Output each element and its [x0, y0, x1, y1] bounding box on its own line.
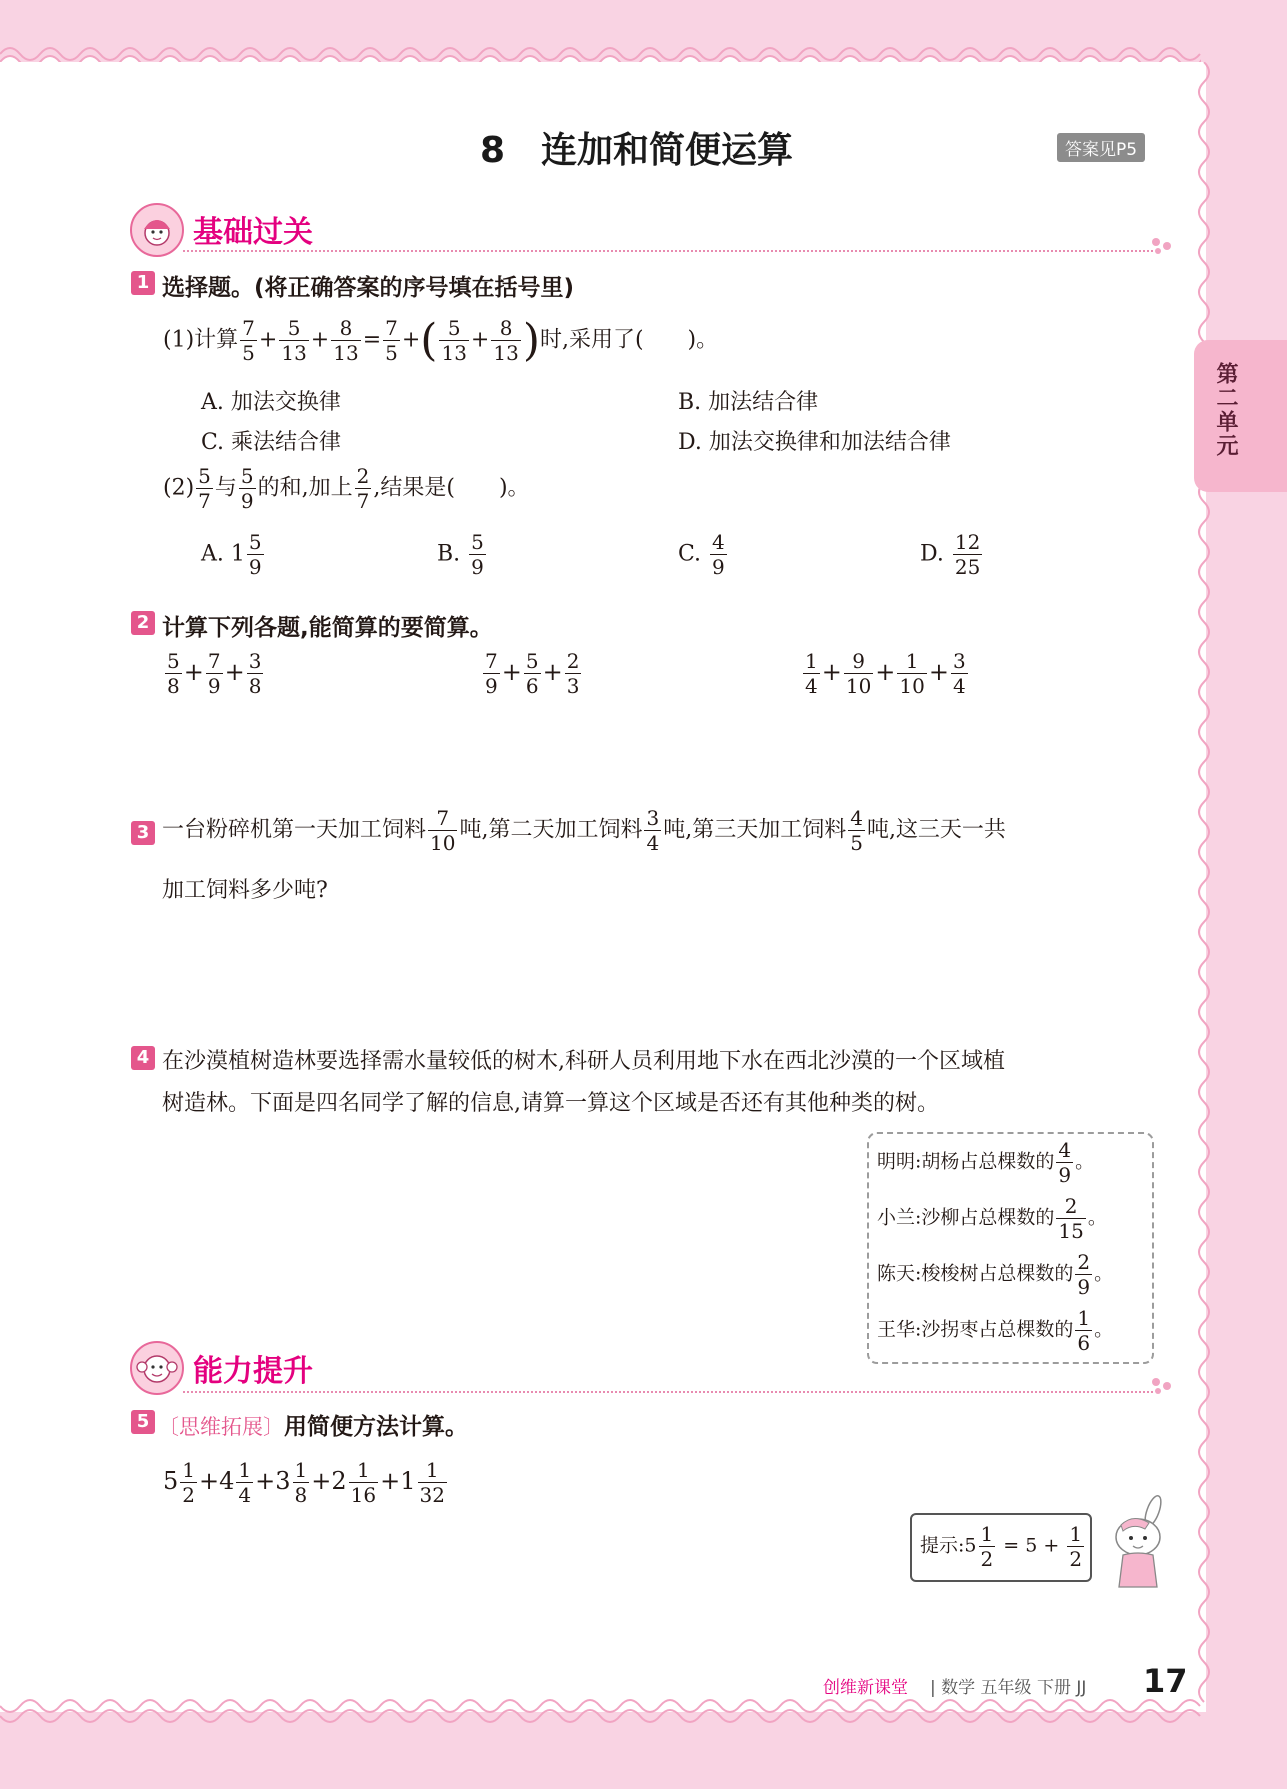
q1-sub1-option-a[interactable]: A. 加法交换律	[201, 390, 341, 415]
section-advanced-heading: 能力提升	[193, 1354, 313, 1389]
page-number: 17	[1143, 1662, 1188, 1700]
fraction: $\frac{7}{5}$	[242, 316, 255, 365]
q1-sub2-option-a[interactable]: A. 1 $\frac{5}{9}$	[201, 530, 262, 579]
info-line-chentian: 陈天:梭梭树占总棵数的 $\frac{2}{9}$ 。	[877, 1250, 1114, 1299]
q1-sub2-option-b[interactable]: B. $\frac{5}{9}$	[437, 530, 484, 579]
dots-ornament-icon	[1150, 1376, 1176, 1396]
info-line-xiaolan: 小兰:沙柳占总棵数的 $\frac{2}{15}$ 。	[877, 1194, 1107, 1243]
question-5-number: 5	[131, 1410, 155, 1434]
q3-line-1: 一台粉碎机第一天加工饲料 $\frac{7}{10}$ 吨,第二天加工饲料 $\frac{3}{4}$ 吨,第三天加工饲料 $\frac{4}{5}$ 吨,这三天一共	[162, 806, 1006, 855]
question-3-number: 3	[131, 821, 155, 845]
q1-sub1-line: (1)计算 $\frac{7}{5}$ + $\frac{5}{13}$ + $\frac{8}{13}$ = $\frac{7}{5}$ +( $\frac{5}{13}$ + $\frac{8}{13}$ )时,采用了( )。	[163, 315, 719, 366]
section-advanced-divider	[183, 1391, 1153, 1393]
q3-line-2: 加工饲料多少吨?	[162, 878, 328, 903]
question-5-heading: 用简便方法计算。	[284, 1414, 468, 1440]
question-1-heading: 选择题。(将正确答案的序号填在括号里)	[162, 275, 575, 301]
rabbit-mascot-icon	[1093, 1495, 1183, 1595]
q4-line-2: 树造林。下面是四名同学了解的信息,请算一算这个区域是否还有其他种类的树。	[162, 1091, 939, 1116]
right-wave-border	[1190, 62, 1220, 1712]
footer-brand: 创维新课堂	[823, 1678, 908, 1698]
info-line-wanghua: 王华:沙拐枣占总棵数的 $\frac{1}{6}$ 。	[877, 1306, 1114, 1355]
dots-ornament-icon	[1150, 236, 1176, 256]
q2-expression-2: $\frac{7}{9}$ + $\frac{5}{6}$ + $\frac{2}{3}$	[485, 649, 580, 698]
question-4-number: 4	[131, 1046, 155, 1070]
fraction: $\frac{5}{7}$	[198, 464, 211, 513]
thinking-tag: 〔思维拓展〕	[158, 1415, 284, 1439]
fraction: $\frac{2}{7}$	[356, 464, 370, 513]
q2-expression-3: $\frac{1}{4}$ + $\frac{9}{10}$ + $\frac{1}{10}$ + $\frac{3}{4}$	[805, 649, 966, 698]
hint-text: 提示:5 $\frac{1}{2}$ = 5 + $\frac{1}{2}$	[920, 1522, 1083, 1571]
q1-sub1-option-d[interactable]: D. 加法交换律和加法结合律	[678, 430, 951, 455]
unit-tab-label: 第二单元	[1213, 362, 1238, 458]
unit-tab	[1194, 340, 1287, 492]
monkey-avatar-icon	[130, 1341, 184, 1395]
q1-sub1-prefix: (1)计算	[163, 327, 239, 353]
q1-sub1-suffix: 时,采用了( )。	[539, 327, 719, 353]
fraction: $\frac{5}{9}$	[240, 464, 254, 513]
fraction: $\frac{5}{13}$	[441, 316, 467, 365]
q2-expression-1: $\frac{5}{8}$ + $\frac{7}{9}$ + $\frac{3}{8}$	[167, 649, 262, 698]
fraction: $\frac{8}{13}$	[333, 316, 359, 365]
section-basic-heading: 基础过关	[193, 215, 313, 250]
q5-expression: 5 $\frac{1}{2}$ +4 $\frac{1}{4}$ +3 $\frac{1}{8}$ +2 $\frac{1}{16}$ +1 $\frac{1}{32}$	[163, 1458, 445, 1507]
question-2-heading: 计算下列各题,能简算的要简算。	[162, 615, 493, 641]
q1-sub1-option-b[interactable]: B. 加法结合律	[678, 390, 819, 415]
fraction: $\frac{5}{13}$	[281, 316, 307, 365]
question-1-number: 1	[131, 271, 155, 295]
q1-sub2-option-d[interactable]: D. $\frac{12}{25}$	[920, 530, 981, 579]
bottom-wave-border	[0, 1692, 1287, 1732]
q1-sub2-option-c[interactable]: C. $\frac{4}{9}$	[678, 530, 725, 579]
lesson-title: 8 连加和简便运算	[480, 130, 794, 171]
q4-line-1: 在沙漠植树造林要选择需水量较低的树木,科研人员利用地下水在西北沙漠的一个区域植	[162, 1049, 1005, 1074]
q1-sub2-line: (2) $\frac{5}{7}$ 与 $\frac{5}{9}$ 的和,加上 $\frac{2}{7}$ ,结果是( )。	[163, 464, 530, 513]
section-basic-divider	[183, 250, 1153, 252]
footer-book-info: | 数学 五年级 下册 JJ	[930, 1678, 1087, 1698]
info-line-mingming: 明明:胡杨占总棵数的 $\frac{4}{9}$ 。	[877, 1138, 1095, 1187]
q1-sub1-option-c[interactable]: C. 乘法结合律	[201, 430, 342, 455]
fraction: $\frac{7}{5}$	[385, 316, 398, 365]
girl-avatar-icon	[130, 203, 184, 257]
answer-reference-badge: 答案见P5	[1057, 133, 1145, 162]
fraction: $\frac{8}{13}$	[493, 316, 519, 365]
question-2-number: 2	[131, 611, 155, 635]
q5-heading-line	[158, 1408, 468, 1441]
